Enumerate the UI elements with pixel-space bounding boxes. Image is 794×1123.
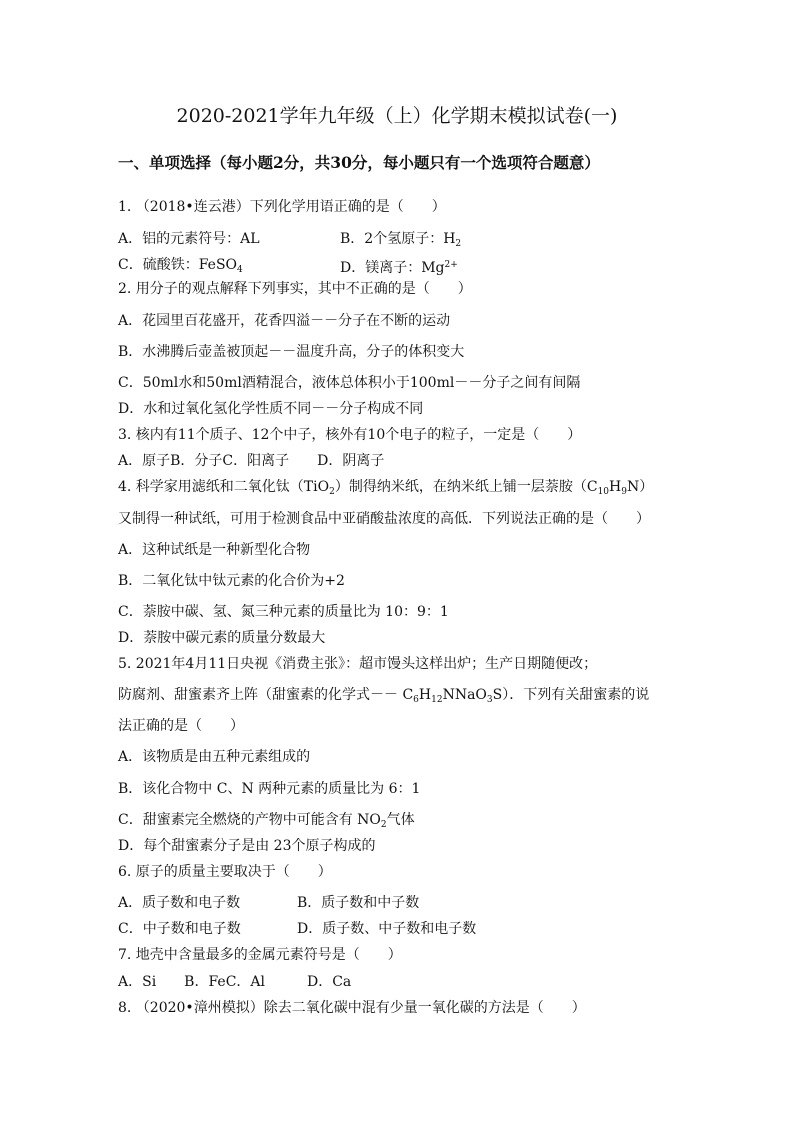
q2-stem: 2. 用分子的观点解释下列事实，其中不正确的是（ ） (118, 281, 472, 297)
q1-option-a: A．铝的元素符号：AL (118, 231, 260, 247)
q5-option-d: D．每个甜蜜素分子是由 23个原子构成的 (118, 838, 376, 854)
q2-option-d: D．水和过氧化氢化学性质不同－－分子构成不同 (118, 401, 424, 417)
q6-option-c: C．中子数和电子数 (118, 921, 241, 937)
q1-option-b: B．2个氢原子：$H_2$ (340, 231, 462, 249)
q1-option-d: D．镁离子：$Mg^{2+}$ (340, 260, 458, 276)
q1-option-c: C．硫酸铁：FeSO$_4$ (118, 257, 243, 275)
q4-option-d: D．萘胺中碳元素的质量分数最大 (118, 630, 326, 646)
section-heading: 一、单项选择（每小题2分，共30分，每小题只有一个选项符合题意） (118, 153, 600, 172)
q5-stem-line3: 法正确的是（ ） (118, 718, 244, 734)
q5-option-c: C．甜蜜素完全燃烧的产物中可能含有 $NO_2$气体 (118, 812, 415, 830)
q3-stem: 3. 核内有11个质子、12个中子，核外有10个电子的粒子，一定是（ ） (118, 427, 582, 443)
page-title: 2020-2021学年九年级（上）化学期末模拟试卷(一) (176, 105, 618, 127)
q5-option-a: A．该物质是由五种元素组成的 (118, 749, 311, 765)
q4-option-b: B．二氧化钛中钛元素的化合价为+2 (118, 573, 345, 589)
q5-stem-line1: 5. 2021年4月11日央视《消费主张》：超市馒头这样出炉；生产日期随便改； (118, 656, 598, 672)
q4-option-a: A．这种试纸是一种新型化合物 (118, 542, 311, 558)
q4-stem-line1: 4. 科学家用滤纸和二氧化钛（TiO$_2$）制得纳米纸，在纳米纸上铺一层萘胺$(C_{10}H_9N)$ (118, 479, 654, 497)
q6-option-d: D．质子数、中子数和电子数 (297, 921, 477, 937)
q4-stem-line2: 又制得一种试纸，可用于检测食品中亚硝酸盐浓度的高低．下列说法正确的是（ ） (118, 511, 650, 527)
q3-options: A．原子B．分子C．阳离子 D．阴离子 (118, 453, 385, 469)
q4-option-c: C．萘胺中碳、氢、氮三种元素的质量比为 10：9：1 (118, 604, 449, 620)
q5-option-b: B．该化合物中 C、N 两种元素的质量比为 6：1 (118, 781, 421, 797)
q2-option-c: C．50ml水和50ml酒精混合，液体总体积小于100ml－－分子之间有间隔 (118, 375, 581, 391)
q6-option-a: A．质子数和电子数 (118, 895, 241, 911)
q1-stem: 1. （2018•连云港）下列化学用语正确的是（ ） (118, 199, 446, 215)
q6-option-b: B．质子数和中子数 (297, 895, 420, 911)
q5-stem-line2: 防腐剂、甜蜜素齐上阵（甜蜜素的化学式－－ $C_6H_{12}NNaO_3S$）．下列有关甜蜜素的说 (118, 687, 650, 705)
q7-stem: 7. 地壳中含量最多的金属元素符号是（ ） (118, 947, 402, 963)
q7-options: A．Si B．FeC．Al D．Ca (118, 974, 352, 990)
q2-option-b: B．水沸腾后壶盖被顶起－－温度升高，分子的体积变大 (118, 344, 465, 360)
q2-option-a: A．花园里百花盛开，花香四溢－－分子在不断的运动 (118, 313, 451, 329)
q8-stem: 8. （2020•漳州模拟）除去二氧化碳中混有少量一氧化碳的方法是（ ） (118, 1000, 586, 1016)
q6-stem: 6. 原子的质量主要取决于（ ） (118, 864, 332, 880)
